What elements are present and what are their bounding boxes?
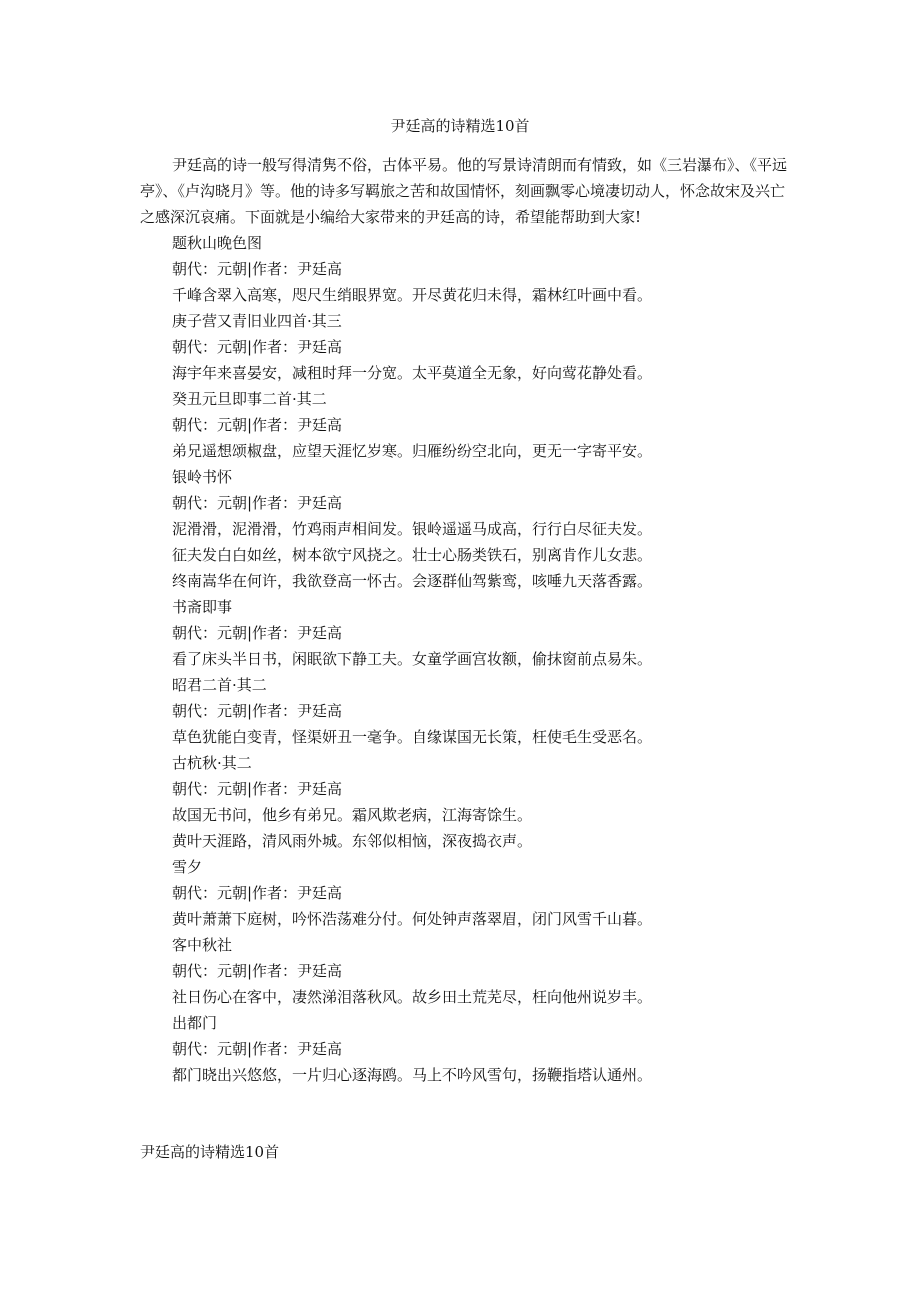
- text-line: 朝代：元朝|作者：尹廷高: [172, 780, 343, 798]
- text-line: 社日伤心在客中，凄然涕泪落秋风。故乡田土荒芜尽，枉向他州说岁丰。: [172, 988, 653, 1006]
- text-line: 征夫发白白如丝，树本欲宁风挠之。壮士心肠类铁石，别离肯作儿女悲。: [172, 546, 653, 564]
- page-footer: 尹廷高的诗精选10首: [140, 1143, 280, 1161]
- text-line: 朝代：元朝|作者：尹廷高: [172, 260, 343, 278]
- text-line: 古杭秋·其二: [172, 754, 252, 772]
- text-line: 朝代：元朝|作者：尹廷高: [172, 962, 343, 980]
- text-line: 看了床头半日书，闲眠欲下静工夫。女童学画宫妆额，偷抹窗前点易朱。: [172, 650, 653, 668]
- text-line: 朝代：元朝|作者：尹廷高: [172, 338, 343, 356]
- intro-paragraph: 尹廷高的诗一般写得清隽不俗，古体平易。他的写景诗清朗而有情致，如《三岩瀑布》、《平远亭》、《卢沟晓月》等。他的诗多写羁旅之苦和故国情怀，刻画飘零心境凄切动人，怀念故宋及兴亡之感深沉哀痛。下面就是小编给大家带来的尹廷高的诗，希望能帮助到大家!: [140, 156, 788, 226]
- text-line: 海宇年来喜晏安，减租时拜一分宽。太平莫道全无象，好向莺花静处看。: [172, 364, 653, 382]
- text-line: 朝代：元朝|作者：尹廷高: [172, 494, 343, 512]
- text-line: 弟兄遥想颂椒盘，应望天涯忆岁寒。归雁纷纷空北向，更无一字寄平安。: [172, 442, 653, 460]
- text-line: 故国无书问，他乡有弟兄。霜风欺老病，江海寄馀生。: [172, 806, 533, 824]
- text-line: 客中秋社: [172, 936, 233, 954]
- text-line: 书斋即事: [172, 598, 233, 616]
- text-line: 银岭书怀: [172, 468, 233, 486]
- text-line: 千峰含翠入高寒，咫尺生绡眼界宽。开尽黄花归未得，霜林红叶画中看。: [172, 286, 653, 304]
- text-line: 朝代：元朝|作者：尹廷高: [172, 702, 343, 720]
- text-line: 出都门: [172, 1014, 218, 1032]
- text-line: 终南嵩华在何许，我欲登高一怀古。会逐群仙驾紫鸾，咳唾九天落香露。: [172, 572, 653, 590]
- text-line: 草色犹能白变青，怪渠妍丑一毫争。自缘谋国无长策，枉使毛生受恶名。: [172, 728, 653, 746]
- text-line: 庚子营又青旧业四首·其三: [172, 312, 342, 330]
- text-line: 黄叶天涯路，清风雨外城。东邻似相恼，深夜捣衣声。: [172, 832, 533, 850]
- text-line: 都门晓出兴悠悠，一片归心逐海鸥。马上不吟风雪句，扬鞭指塔认通州。: [172, 1066, 653, 1084]
- text-line: 题秋山晚色图: [172, 234, 263, 252]
- text-line: 昭君二首·其二: [172, 676, 267, 694]
- text-line: 雪夕: [172, 858, 203, 876]
- text-line: 黄叶萧萧下庭树，吟怀浩荡难分付。何处钟声落翠眉，闭门风雪千山暮。: [172, 910, 653, 928]
- text-line: 朝代：元朝|作者：尹廷高: [172, 1040, 343, 1058]
- text-line: 泥滑滑，泥滑滑，竹鸡雨声相间发。银岭遥遥马成高，行行白尽征夫发。: [172, 520, 653, 538]
- document-title: 尹廷高的诗精选10首: [390, 117, 530, 135]
- text-line: 朝代：元朝|作者：尹廷高: [172, 416, 343, 434]
- text-line: 朝代：元朝|作者：尹廷高: [172, 624, 343, 642]
- poem-list: [172, 230, 792, 1088]
- text-line: 朝代：元朝|作者：尹廷高: [172, 884, 343, 902]
- text-line: 癸丑元旦即事二首·其二: [172, 390, 327, 408]
